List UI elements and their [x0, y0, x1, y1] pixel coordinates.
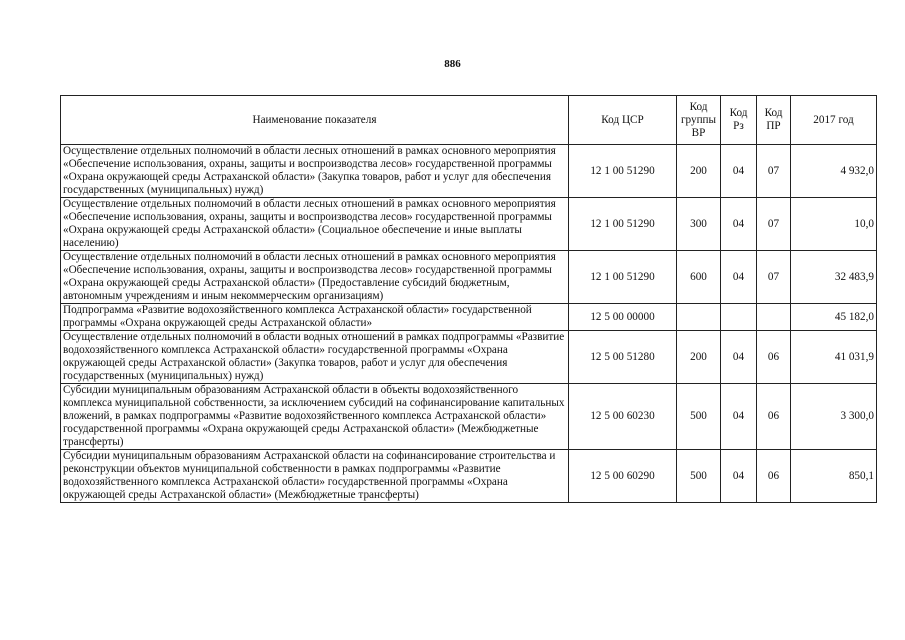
- row-vr: 500: [677, 450, 721, 503]
- table-row: [61, 251, 877, 304]
- row-name: Субсидии муниципальным образованиям Астраханской области в объекты водохозяйственного комплекса муниципальной собственности, за исключением субсидий на софинансирование капитальных вложений, в рамках подпрограммы «Развитие водохозяйственного комплекса Астраханской области» государственной программы «Охрана окружающей среды Астраханской области» (Межбюджетные трансферты): [61, 384, 569, 450]
- row-amount: 3 300,0: [791, 384, 877, 450]
- row-vr: 200: [677, 145, 721, 198]
- row-vr: [677, 304, 721, 331]
- header-year: 2017 год: [791, 96, 877, 145]
- table-row: [61, 450, 877, 503]
- row-pr: 06: [757, 450, 791, 503]
- row-rz: 04: [721, 450, 757, 503]
- row-name: Осуществление отдельных полномочий в области водных отношений в рамках подпрограммы «Развитие водохозяйственного комплекса Астраханской области» государственной программы «Охрана окружающей среды Астраханской области» (Закупка товаров, работ и услуг для обеспечения государственных (муниципальных) нужд): [61, 331, 569, 384]
- row-rz: 04: [721, 384, 757, 450]
- row-rz: 04: [721, 251, 757, 304]
- row-vr: 600: [677, 251, 721, 304]
- header-rz: Код Рз: [721, 96, 757, 145]
- table-header-row: [61, 96, 877, 145]
- row-csr: 12 5 00 60290: [569, 450, 677, 503]
- row-amount: 32 483,9: [791, 251, 877, 304]
- row-name: Осуществление отдельных полномочий в области лесных отношений в рамках основного мероприятия «Обеспечение использования, охраны, защиты и воспроизводства лесов» государственной программы «Охрана окружающей среды Астраханской области» (Предоставление субсидий бюджетным, автономным учреждениям и иным некоммерческим организациям): [61, 251, 569, 304]
- row-vr: 300: [677, 198, 721, 251]
- row-pr: 06: [757, 331, 791, 384]
- row-amount: 41 031,9: [791, 331, 877, 384]
- row-vr: 200: [677, 331, 721, 384]
- header-vr: Код группы ВР: [677, 96, 721, 145]
- table-row: [61, 145, 877, 198]
- page-number: 886: [444, 58, 461, 70]
- row-pr: 07: [757, 145, 791, 198]
- row-csr: 12 1 00 51290: [569, 198, 677, 251]
- row-name: Подпрограмма «Развитие водохозяйственного комплекса Астраханской области» государственной программы «Охрана окружающей среды Астраханской области»: [61, 304, 569, 331]
- header-csr: Код ЦСР: [569, 96, 677, 145]
- row-amount: 10,0: [791, 198, 877, 251]
- row-csr: 12 5 00 60230: [569, 384, 677, 450]
- header-pr: Код ПР: [757, 96, 791, 145]
- row-csr: 12 5 00 00000: [569, 304, 677, 331]
- row-rz: 04: [721, 331, 757, 384]
- row-amount: 45 182,0: [791, 304, 877, 331]
- table-row: [61, 304, 877, 331]
- row-pr: 07: [757, 198, 791, 251]
- row-pr: [757, 304, 791, 331]
- table-row: [61, 384, 877, 450]
- row-amount: 4 932,0: [791, 145, 877, 198]
- row-rz: 04: [721, 198, 757, 251]
- row-vr: 500: [677, 384, 721, 450]
- budget-table: [60, 95, 877, 503]
- row-name: Субсидии муниципальным образованиям Астраханской области на софинансирование строительства и реконструкции объектов муниципальной собственности в рамках подпрограммы «Развитие водохозяйственного комплекса Астраханской области» государственной программы «Охрана окружающей среды Астраханской области» (Межбюджетные трансферты): [61, 450, 569, 503]
- header-name: Наименование показателя: [61, 96, 569, 145]
- row-name: Осуществление отдельных полномочий в области лесных отношений в рамках основного мероприятия «Обеспечение использования, охраны, защиты и воспроизводства лесов» государственной программы «Охрана окружающей среды Астраханской области» (Социальное обеспечение и иные выплаты населению): [61, 198, 569, 251]
- row-pr: 07: [757, 251, 791, 304]
- row-amount: 850,1: [791, 450, 877, 503]
- row-pr: 06: [757, 384, 791, 450]
- row-rz: 04: [721, 145, 757, 198]
- row-csr: 12 5 00 51280: [569, 331, 677, 384]
- row-csr: 12 1 00 51290: [569, 145, 677, 198]
- row-csr: 12 1 00 51290: [569, 251, 677, 304]
- row-rz: [721, 304, 757, 331]
- table-row: [61, 198, 877, 251]
- row-name: Осуществление отдельных полномочий в области лесных отношений в рамках основного мероприятия «Обеспечение использования, охраны, защиты и воспроизводства лесов» государственной программы «Охрана окружающей среды Астраханской области» (Закупка товаров, работ и услуг для обеспечения государственных (муниципальных) нужд): [61, 145, 569, 198]
- table-row: [61, 331, 877, 384]
